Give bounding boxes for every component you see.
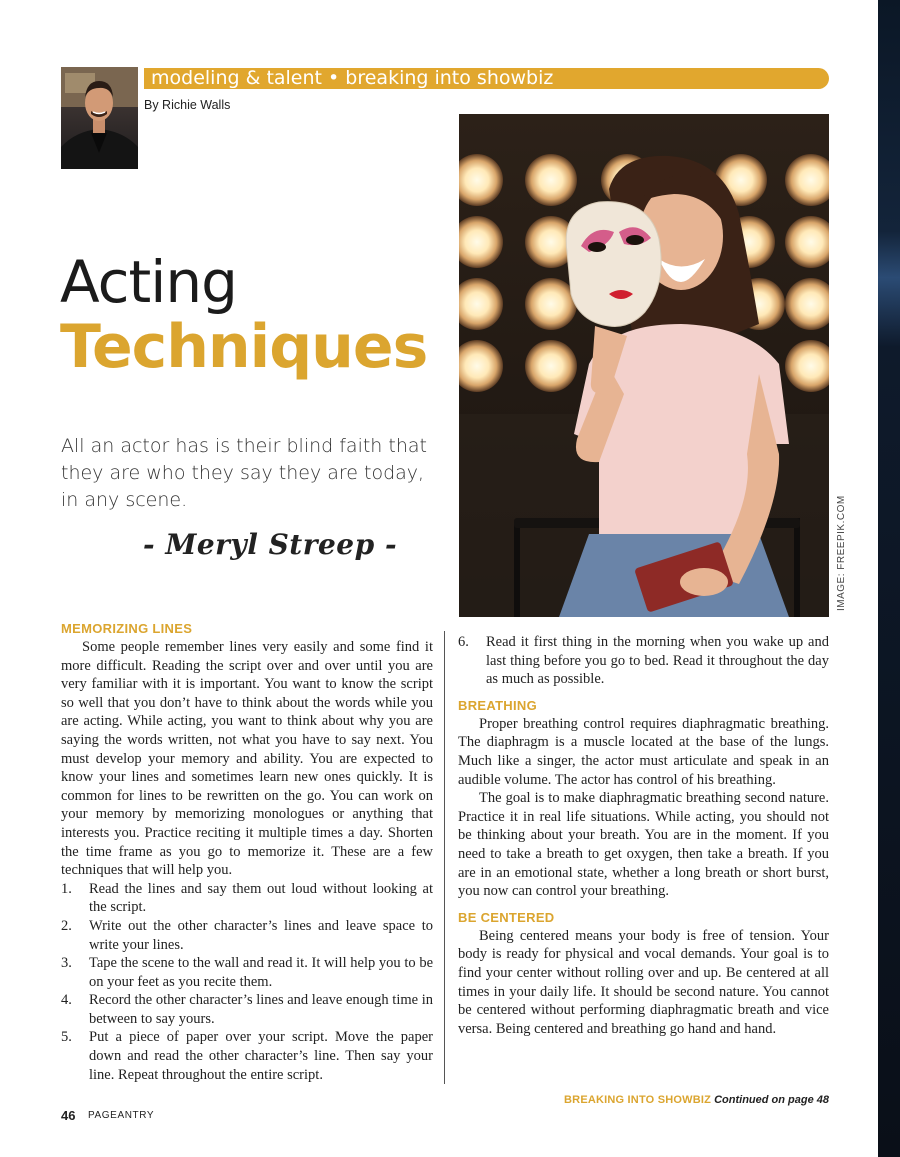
byline: By Richie Walls	[144, 98, 231, 112]
list-item	[61, 917, 433, 954]
breathing-para-2: The goal is to make diaphragmatic breathing second nature. Practice it in real life situations. While acting, you should not be thinking about your breath. You are in the moment. If you need to take a breath to get oxygen, then take a breath. If you are in an emotional state, whether a long breath or short burst, you now can control your breathing.	[458, 790, 829, 900]
list-number: 5.	[61, 1029, 72, 1046]
footer-kicker: BREAKING INTO SHOWBIZ	[564, 1094, 712, 1106]
continued-text: Continued on page 48	[714, 1094, 829, 1106]
list-text: Put a piece of paper over your script. Move the paper down and read the other character’s line. Then say your line. Repeat throughout the entire script.	[89, 1029, 433, 1083]
pull-quote: All an actor has is their blind faith that they are who they say they are today, in any scene.	[61, 435, 427, 511]
list-text: Read it first thing in the morning when you wake up and last thing before you go to bed. Read it throughout the day as much as possible.	[486, 634, 829, 688]
list-number: 3.	[61, 955, 72, 972]
heading-memorizing-lines: MEMORIZING LINES	[61, 621, 193, 636]
list-item	[61, 991, 433, 1028]
technique-list	[61, 880, 433, 1085]
list-number: 1.	[61, 880, 72, 897]
page-number: 46	[61, 1108, 76, 1123]
heading-be-centered: BE CENTERED	[458, 909, 555, 925]
section-header-bar: modeling & talent • breaking into showbiz	[144, 68, 829, 89]
image-credit: IMAGE: FREEPIK.COM	[836, 495, 847, 611]
list-text: Tape the scene to the wall and read it. It will help you to be on your feet as you recite them.	[89, 955, 433, 990]
list-item	[61, 1028, 433, 1084]
memorizing-body: Some people remember lines very easily and some find it more difficult. Reading the script over and over until you are very familiar with it is important. You want to know the script so well that you don’t have to think about the words while you are acting. While acting, you want to think about why you are saying the words written, not what you have to say next. You must develop your memory and ability. You are expected to know your lines and sometimes learn new ones quickly. It is common for lines to be rewritten on the go. You can work on your memory by memorizing monologues or anything that interests you. Practice reciting it multiple times a day. Shorten the time frame as you go to memorize it. These are a few techniques that will help you.	[61, 639, 433, 879]
list-item	[61, 880, 433, 917]
title-line-2: Techniques	[60, 312, 428, 382]
title-line-1: Acting	[60, 248, 237, 316]
quote-author: - Meryl Streep -	[143, 528, 398, 561]
column-left	[61, 620, 433, 1084]
breathing-para-1: Proper breathing control requires diaphragmatic breathing. The diaphragm is a muscle located at the base of the lungs. Much like a singer, the actor must articulate and speak in an audible volume. The actor has control of his breathing.	[458, 715, 829, 788]
technique-list-continued	[458, 633, 829, 689]
list-text: Write out the other character’s lines and leave space to write your lines.	[89, 917, 433, 953]
list-text: Read the lines and say them out loud without looking at the script.	[89, 880, 433, 916]
list-item	[458, 633, 829, 689]
heading-breathing: BREATHING	[458, 697, 538, 713]
continued-note	[564, 1094, 829, 1106]
hero-photo	[459, 114, 829, 617]
publication-name: PAGEANTRY	[88, 1110, 155, 1121]
column-right	[458, 633, 829, 1038]
list-number: 6.	[458, 634, 469, 650]
column-divider	[444, 631, 445, 1084]
list-number: 2.	[61, 917, 72, 934]
list-text: Record the other character’s lines and leave enough time in between to say yours.	[89, 992, 433, 1027]
list-item	[61, 954, 433, 991]
author-photo	[61, 67, 138, 169]
list-number: 4.	[61, 992, 72, 1009]
centered-body: Being centered means your body is free of tension. Your body is ready for physical and vocal demands. Your goal is to find your center without rolling over and up. Be centered at all times in your daily life. It should be second nature. You cannot be centered without performing diaphragmatic breath and vice versa. Being centered and breathing go hand and hand.	[458, 927, 829, 1037]
page-edge-strip	[878, 0, 900, 1157]
